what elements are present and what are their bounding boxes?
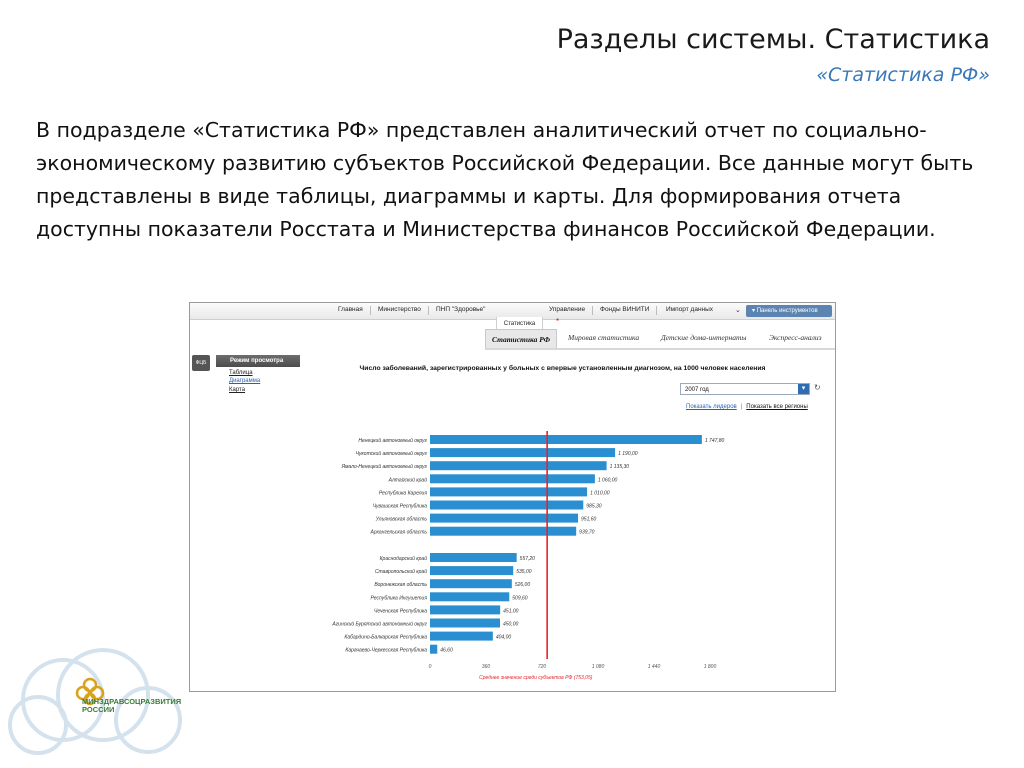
bar	[430, 474, 595, 483]
bar	[430, 527, 576, 536]
data-label: 951,60	[581, 516, 597, 523]
bar	[430, 619, 500, 628]
data-label: 1 010,00	[590, 490, 610, 497]
statistics-menu-popup[interactable]: Статистика	[496, 317, 543, 332]
category-label: Чувашская Республика	[372, 503, 427, 510]
bar	[430, 645, 437, 654]
bar	[430, 632, 493, 641]
data-label: 535,00	[516, 569, 532, 576]
chevron-down-icon[interactable]: ⌄	[735, 307, 741, 314]
category-label: Архангельская область	[370, 529, 427, 536]
ministry-logo-text: МИНЗДРАВСОЦРАЗВИТИЯ РОССИИ	[82, 697, 182, 714]
chart-title: Число заболеваний, зарегистрированных у больных с впервые установленным диагнозом, на 1000 человек населения	[359, 365, 766, 372]
slide-title: Разделы системы. Статистика	[556, 24, 990, 55]
category-label: Ставропольский край	[374, 569, 427, 576]
tab-statistics-rf[interactable]: Статистика РФ	[485, 329, 557, 350]
bar	[430, 579, 512, 588]
data-label: 939,70	[579, 529, 595, 536]
x-tick-label: 1 800	[703, 664, 717, 670]
nav-ministry[interactable]: Министерство	[378, 306, 421, 313]
region-links: Показать лидеров | Показать все регионы	[686, 404, 808, 410]
tools-panel-label: Панель инструментов	[756, 308, 818, 314]
category-label: Республика Карелия	[378, 490, 427, 497]
asterisk-icon: *	[556, 317, 560, 326]
category-label: Агинский Бурятский автономный округ	[332, 621, 427, 628]
category-label: Республика Ингушетия	[370, 595, 427, 602]
data-label: 404,00	[495, 634, 512, 641]
data-label: 557,20	[519, 556, 535, 562]
category-label: Карачаево-Черкесская Республика	[345, 647, 427, 654]
nav-management[interactable]: Управление	[549, 306, 586, 313]
mode-link-map[interactable]: Карта	[229, 387, 246, 393]
refresh-icon[interactable]: ↻	[814, 383, 821, 392]
bar	[430, 553, 517, 562]
data-label: 526,00	[514, 582, 531, 589]
x-tick-label: 360	[481, 664, 491, 670]
x-tick-label: 1 080	[591, 664, 605, 670]
average-label: Среднее значение среди субъектов РФ (753,05)	[479, 675, 593, 681]
chevron-down-icon[interactable]: ▾	[798, 384, 809, 394]
bar	[430, 501, 583, 510]
fcb-logo-icon: ФЦБ	[192, 355, 210, 371]
year-select-value: 2007 год	[685, 387, 709, 393]
bar	[430, 605, 500, 614]
chevron-down-icon: ▾	[752, 308, 757, 314]
bar	[430, 435, 702, 444]
slide-subtitle: «Статистика РФ»	[816, 64, 990, 86]
nav-main[interactable]: Главная	[338, 306, 363, 313]
bar-chart	[190, 303, 835, 691]
category-label: Чукотский автономный округ	[355, 451, 427, 458]
show-leaders-link[interactable]: Показать лидеров	[686, 404, 737, 410]
data-label: 1 135,30	[609, 464, 630, 471]
category-label: Краснодарский край	[379, 556, 427, 562]
ministry-logo-icon	[8, 630, 188, 760]
category-label: Алтайский край	[388, 477, 427, 484]
bar	[430, 592, 509, 601]
tab-express-analysis[interactable]: Экспресс-анализ	[769, 333, 822, 342]
nav-data-import[interactable]: Импорт данных	[666, 306, 714, 313]
data-label: 451,00	[503, 608, 519, 615]
mode-link-diagram[interactable]: Диаграмма	[229, 378, 261, 384]
category-label: Чеченская Республика	[374, 608, 427, 615]
category-label: Ульяновская область	[375, 516, 427, 523]
view-mode-panel-title: Режим просмотра	[216, 355, 300, 367]
tab-orphanages[interactable]: Детские дома-интернаты	[661, 333, 747, 342]
data-label: 509,60	[512, 595, 528, 602]
category-label: Ямало-Ненецкий автономный округ	[341, 464, 427, 471]
slide-body: В подразделе «Статистика РФ» представлен аналитический отчет по социально-экономическому развитию субъектов Российской Федерации. Все данные могут быть представлены в виде таблицы, диаграммы и карты. Для формирования отчета доступны показатели Росстата и Министерства финансов Российской Федерации.	[36, 118, 974, 241]
data-label: 46,60	[440, 647, 453, 654]
app-screenshot	[189, 302, 836, 692]
x-tick-label: 720	[537, 664, 547, 670]
data-label: 1 747,80	[704, 438, 725, 444]
bar	[430, 566, 513, 575]
tab-world-statistics[interactable]: Мировая статистика	[568, 333, 640, 342]
data-label: 1 190,00	[618, 451, 638, 458]
mode-link-table[interactable]: Таблица	[229, 370, 253, 376]
bar	[430, 448, 615, 457]
x-tick-label: 1 440	[647, 664, 661, 670]
category-label: Ненецкий автономный округ	[358, 438, 427, 444]
bar	[430, 514, 578, 523]
nav-pnp-health[interactable]: ПНП "Здоровье"	[436, 306, 486, 313]
data-label: 1 060,00	[597, 477, 618, 484]
data-label: 985,30	[586, 503, 602, 510]
data-label: 450,00	[503, 621, 519, 628]
category-label: Воронежская область	[374, 582, 427, 589]
bar	[430, 487, 587, 496]
nav-viniti-funds[interactable]: Фонды ВИНИТИ	[600, 306, 650, 313]
x-tick-label: 0	[428, 664, 432, 670]
show-all-regions-link[interactable]: Показать все регионы	[746, 404, 808, 410]
category-label: Кабардино-Балкарская Республика	[344, 634, 427, 641]
bar	[430, 461, 607, 470]
